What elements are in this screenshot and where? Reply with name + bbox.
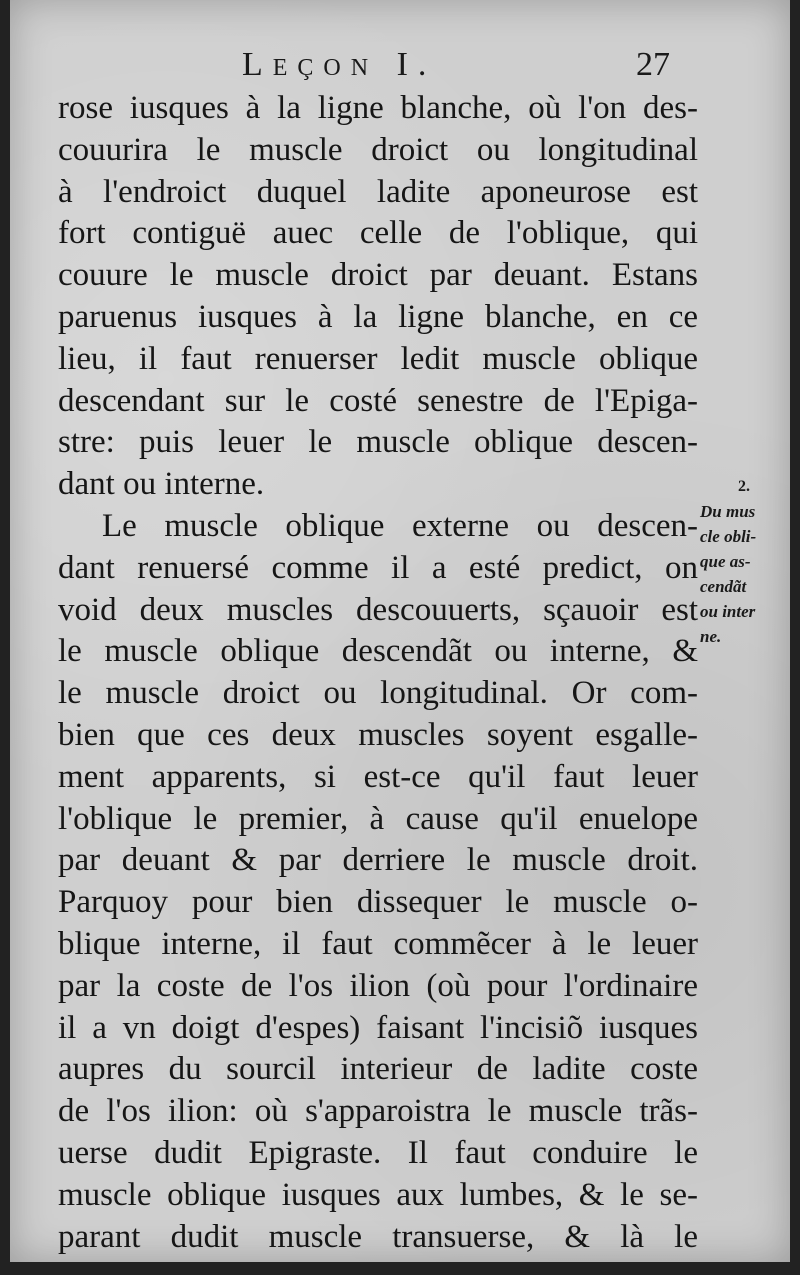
text-line: Parquoy pour bien dissequer le muscle o-: [58, 884, 698, 921]
text-line: rose iusques à la ligne blanche, où l'on des-: [58, 90, 698, 126]
text-line: l'oblique le premier, à cause qu'il enuelope: [58, 800, 698, 837]
text-line: paruenus iusques à la ligne blanche, en ce: [58, 298, 698, 335]
text-line: le muscle droict ou longitudinal. Or com-: [58, 675, 698, 712]
text-line: Le muscle oblique externe ou descen-: [102, 507, 698, 544]
text-line: uerse dudit Epigraste. Il faut conduire le: [58, 1134, 698, 1171]
margin-note: [700, 474, 788, 649]
text-line: dant ou interne.: [58, 466, 265, 503]
text-line: par deuant & par derriere le muscle droit.: [58, 842, 698, 879]
text-line: par la coste de l'os ilion (où pour l'ordinaire: [58, 967, 698, 1004]
text-line: de l'os ilion: où s'apparoistra le muscle trãs-: [58, 1093, 698, 1130]
book-page: [10, 0, 790, 1262]
margin-note-number: 2.: [738, 478, 750, 495]
text-line: ment apparents, si est-ce qu'il faut leuer: [58, 758, 698, 795]
text-line: lieu, il faut renuerser ledit muscle oblique: [58, 340, 698, 377]
text-line: couure le muscle droict par deuant. Estans: [58, 257, 698, 294]
margin-note-line: ne.: [700, 627, 722, 646]
text-line: couurira le muscle droict ou longitudinal: [58, 131, 698, 168]
margin-note-line: que as-: [700, 552, 751, 571]
text-line: aupres du sourcil interieur de ladite coste: [58, 1051, 698, 1088]
text-line: muscle oblique iusques aux lumbes, & le se-: [58, 1176, 698, 1213]
margin-note-line: ou inter: [700, 602, 756, 621]
margin-note-line: cendãt: [700, 577, 747, 596]
text-line: void deux muscles descouuerts, sçauoir est: [58, 591, 698, 628]
text-line: il a vn doigt d'espes) faisant l'incisiõ iusques: [58, 1009, 698, 1046]
page-number: 27: [636, 46, 670, 83]
text-line: à l'endroict duquel ladite aponeurose est: [58, 173, 698, 210]
text-line: bien que ces deux muscles soyent esgalle-: [58, 716, 698, 753]
text-line: stre: puis leuer le muscle oblique descen-: [58, 424, 698, 461]
text-line: parant dudit muscle transuerse, & là le: [58, 1218, 698, 1255]
running-head: Leçon I.: [242, 46, 437, 83]
margin-note-line: cle obli-: [700, 527, 757, 546]
text-line: dant renuersé comme il a esté predict, on: [58, 549, 698, 586]
margin-note-line: Du mus: [700, 502, 756, 521]
text-line: blique interne, il faut commẽcer à le leuer: [58, 925, 698, 962]
page-header: [10, 40, 790, 90]
body-text: [58, 88, 698, 1258]
text-line: fort contiguë auec celle de l'oblique, qui: [58, 215, 698, 252]
text-line: le muscle oblique descendãt ou interne, &: [58, 633, 698, 670]
text-line: descendant sur le costé senestre de l'Epiga-: [58, 382, 698, 419]
